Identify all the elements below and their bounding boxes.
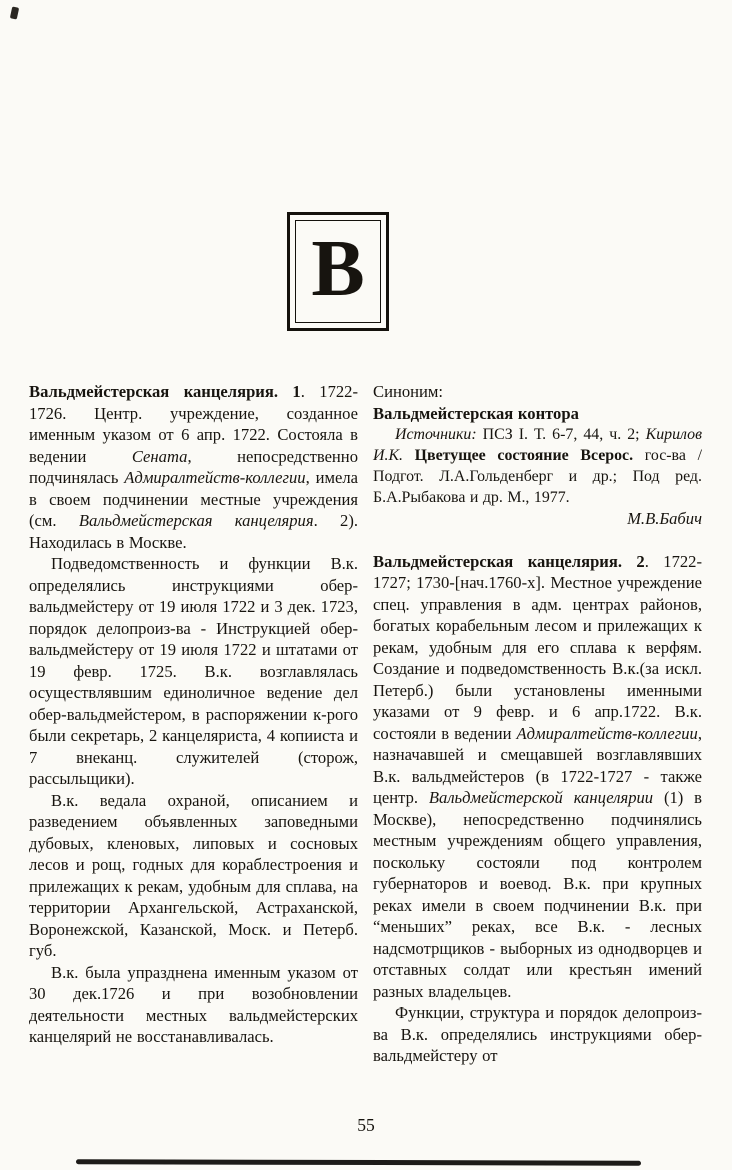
scan-artifact-line: [76, 1159, 641, 1165]
article-2: [373, 551, 702, 1067]
section-letter: В: [311, 224, 365, 313]
article-2-paragraph: Функции, структура и порядок делопроиз-ва В.к. определялись инструкциями обер-вальдмейстеру от: [373, 1003, 702, 1065]
author-signature: М.В.Бабич: [627, 509, 702, 528]
left-column: [29, 381, 358, 1067]
article-2-heading-paragraph: Вальдмейстерская канцелярия. 2. 1722-1727; 1730-[нач.1760-х]. Местное учреждение спец. управления в адм. центрах районов, богатых корабельным лесом и прилежащих к рекам, удобным для его сплава к верфям. Создание и подведомственность В.к.(за искл. Петерб.) были установлены именными указами от 9 февр. и 6 апр.1722. В.к. состояли в ведении Адмиралтейств-коллегии, назначавшей и смещавшей возглавлявших В.к. вальдмейстеров (в 1722-1727 - также центр. Вальдмейстерской канцелярии (1) в Москве), непосредственно подчинялись местным учреждениям общего управления, поскольку состояли под контролем губернаторов и воевод. В.к. при крупных реках имели в своем подчинении В.к. при “меньших” реках, все В.к. - лесных надсмотрщиков - выборных из однодворцев и отставных солдат или крестьян имений разных владельцев.: [373, 551, 702, 1001]
text-columns: [29, 381, 702, 1067]
article-1-paragraph: В.к. была упразднена именным указом от 30 дек.1726 и при возобновлении деятельности местных вальдмейстерских канцелярий не восстанавливалась.: [29, 962, 358, 1046]
section-letter-box: [287, 212, 389, 331]
article-1-paragraph: В.к. ведала охраной, описанием и разведением объявленных заповедными дубовых, кленовых, липовых и сосновых лесов и рощ, годных для кораблестроения и прилежащих к рекам, удобным для сплава, на территории Архангельской, Астраханской, Воронежской, Казанской, Моск. и Петерб. губ.: [29, 790, 358, 960]
synonym-label: Синоним:: [373, 382, 443, 401]
scan-speck-artifact: [10, 6, 19, 19]
page-number: 55: [357, 1115, 375, 1135]
article-1-heading-paragraph: Вальдмейстерская канцелярия. 1. 1722-1726. Центр. учреждение, созданное именным указом от 6 апр. 1722. Состояла в ведении Сената, непосредственно подчинялась Адмиралтейств-коллегии, имела в своем подчинении местные учреждения (см. Вальдмейстерская канцелярия. 2). Находилась в Москве.: [29, 382, 358, 552]
sources-paragraph: Источники: ПСЗ I. Т. 6-7, 44, ч. 2; Кирилов И.К. Цветущее состояние Всерос. гос-ва / Подгот. Л.А.Гольденберг и др.; Под ред. Б.А.Рыбакова и др. М., 1977.: [373, 426, 702, 506]
section-letter-inner-frame: [295, 220, 381, 323]
right-column: [373, 381, 702, 1067]
synonym-value: Вальдмейстерская контора: [373, 403, 579, 423]
article-1-paragraph: Подведомственность и функции В.к. определялись инструкциями обер-вальдмейстеру от 19 июля 1722 и 3 дек. 1723, порядок делопроиз-ва - Инструкцией обер-вальдмейстеру от 19 июля 1722 и штатами от 19 февр. 1725. В.к. возглавлялась осуществлявшим единоличное ведение дел обер-вальдмейстером, в распоряжении к-рого были секретарь, 2 канцеляриста, 4 копииста и 7 внеканц. служителей (сторож, рассыльщики).: [29, 554, 358, 788]
